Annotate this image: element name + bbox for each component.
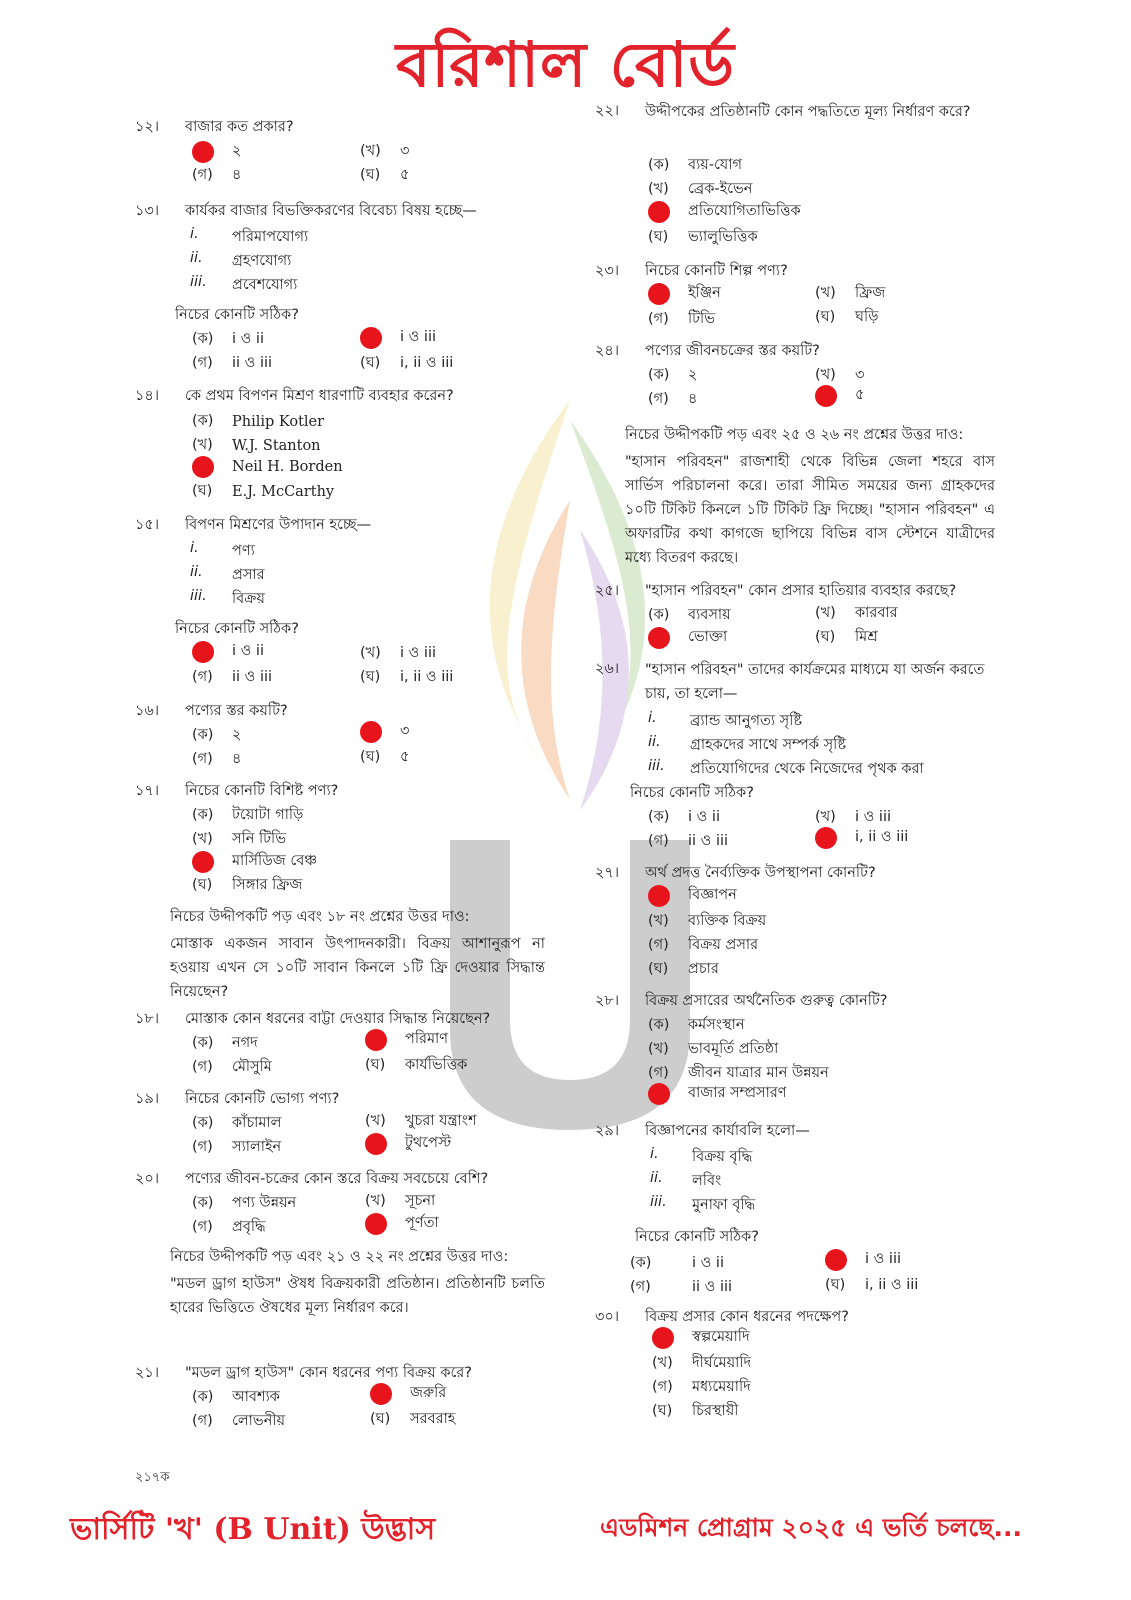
answer-dot [648, 201, 670, 223]
answer-dot [815, 827, 837, 849]
answer-dot [360, 327, 382, 349]
answer-dot [648, 885, 670, 907]
page-title: বরিশাল বোর্ড [395, 28, 736, 101]
question-26: ২৬। "হাসান পরিবহন" তাদের কার্যক্রমের মাধ্যমে যা অর্জন করতে চায়, তা হলো— [595, 661, 985, 702]
question-15: ১৫। বিপণন মিশ্রণের উপাদান হচ্ছে— [135, 517, 372, 533]
question-28: ২৮। বিক্রয় প্রসারের অর্থনৈতিক গুরুত্ব কোনটি? [595, 993, 888, 1009]
answer-dot [360, 721, 382, 743]
answer-dot [825, 1249, 847, 1271]
question-29: ২৯। বিজ্ঞাপনের কার্যাবলি হলো— [595, 1123, 810, 1139]
answer-dot [365, 1133, 387, 1155]
stimulus-body: মোস্তাক একজন সাবান উৎপাদনকারী। বিক্রয় আশানুরূপ না হওয়ায় এখন সে ১০টি সাবান কিনলে ১টি ফ্রি দেওয়ার সিদ্ধান্ত নিয়েছেন? [170, 936, 545, 1000]
question-18: ১৮। মোস্তাক কোন ধরনের বাট্টা দেওয়ার সিদ্ধান্ত নিয়েছেন? [135, 1011, 491, 1027]
question-25: ২৫। "হাসান পরিবহন" কোন প্রসার হাতিয়ার ব্যবহার করছে? [595, 583, 957, 599]
question-30: ৩০। বিক্রয় প্রসার কোন ধরনের পদক্ষেপ? [595, 1309, 849, 1325]
answer-dot [648, 1083, 670, 1105]
stimulus-body: "মডল ড্রাগ হাউস" ঔষধ বিক্রয়কারী প্রতিষ্ঠান। প্রতিষ্ঠানটি চলতি হারের ভিত্তিতে ঔষধের মূল্য নির্ধারণ করে। [170, 1276, 545, 1316]
answer-dot [648, 627, 670, 649]
answer-dot [652, 1327, 674, 1349]
question-14: ১৪। কে প্রথম বিপণন মিশ্রণ ধারণাটি ব্যবহার করেন? [135, 388, 454, 404]
answer-dot [648, 283, 670, 305]
answer-dot [365, 1213, 387, 1235]
footer-right-text: এডমিশন প্রোগ্রাম ২০২৫ এ ভর্তি চলছে... [600, 1513, 1022, 1542]
question-17: ১৭। নিচের কোনটি বিশিষ্ট পণ্য? [135, 783, 339, 799]
stimulus-body: "হাসান পরিবহন" রাজশাহী থেকে বিভিন্ন জেলা শহরে বাস সার্ভিস পরিচালনা করে। তারা সীমিত সময়ের জন্য গ্রাহকদের ১০টি টিকিট কিনলে ১টি টিকিট ফ্রি দিচ্ছে। "হাসান পরিবহন" এ অফারটির কথা কাগজে ছাপিয়ে বিভিন্ন বাস স্টেশনে যাত্রীদের মধ্যে বিতরণ করছে। [625, 454, 995, 566]
stimulus-intro: নিচের উদ্দীপকটি পড় এবং ১৮ নং প্রশ্নের উত্তর দাও: [170, 909, 470, 925]
answer-dot [192, 456, 214, 478]
question-13: ১৩। কার্যকর বাজার বিভক্তিকরণের বিবেচ্য বিষয় হচ্ছে— [135, 203, 477, 219]
stimulus-intro: নিচের উদ্দীপকটি পড় এবং ২১ ও ২২ নং প্রশ্নের উত্তর দাও: [170, 1249, 509, 1265]
question-24: ২৪। পণ্যের জীবনচক্রের স্তর কয়টি? [595, 343, 820, 359]
question-23: ২৩। নিচের কোনটি শিল্প পণ্য? [595, 263, 788, 279]
question-16: ১৬। পণ্যের স্তর কয়টি? [135, 703, 288, 719]
question-19: ১৯। নিচের কোনটি ভোগ্য পণ্য? [135, 1091, 340, 1107]
question-27: ২৭। অর্থ প্রদত্ত নৈর্ব্যক্তিক উপস্থাপনা কোনটি? [595, 865, 876, 881]
answer-dot [192, 141, 214, 163]
question-22: ২২। উদ্দীপকের প্রতিষ্ঠানটি কোন পদ্ধতিতে মূল্য নির্ধারণ করে? [595, 103, 971, 120]
answer-dot [815, 385, 837, 407]
answer-dot [192, 851, 214, 873]
question-12: ১২। বাজার কত প্রকার? [135, 119, 294, 135]
answer-dot [365, 1029, 387, 1051]
answer-dot [370, 1383, 392, 1405]
stimulus-intro: নিচের উদ্দীপকটি পড় এবং ২৫ ও ২৬ নং প্রশ্নের উত্তর দাও: [625, 427, 964, 443]
question-21: ২১। "মডল ড্রাগ হাউস" কোন ধরনের পণ্য বিক্রয় করে? [135, 1365, 472, 1381]
footer-left-text: ভার্সিটি 'খ' (B Unit) উদ্ভাস [70, 1512, 436, 1547]
answer-dot [192, 641, 214, 663]
page-number: ২১৭ক [135, 1470, 170, 1485]
question-20: ২০। পণ্যের জীবন-চক্রের কোন স্তরে বিক্রয় সবচেয়ে বেশি? [135, 1171, 489, 1187]
